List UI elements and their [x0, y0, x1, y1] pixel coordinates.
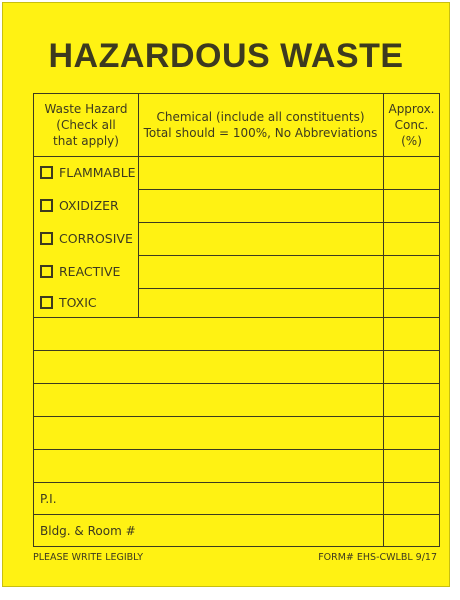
- checkbox-icon[interactable]: [40, 199, 53, 212]
- header-conc: Approx. Conc. (%): [388, 102, 435, 148]
- waste-form-grid: [33, 93, 440, 547]
- checkbox-icon[interactable]: [40, 232, 53, 245]
- footer-note: PLEASE WRITE LEGIBLY: [33, 552, 144, 563]
- pi-field-label: P.I.: [40, 491, 57, 506]
- checkbox-icon[interactable]: [40, 296, 53, 309]
- col-divider-conc: [383, 94, 384, 546]
- row-line: [34, 416, 439, 417]
- form-number: FORM# EHS-CWLBL 9/17: [318, 552, 437, 563]
- waste-label: [2, 2, 450, 587]
- row-line: [138, 222, 439, 223]
- row-line: [138, 288, 439, 289]
- label-title: HAZARDOUS WASTE: [48, 37, 404, 75]
- row-line: [34, 383, 439, 384]
- room-field-label: Bldg. & Room #: [40, 523, 136, 538]
- hazard-flammable[interactable]: FLAMMABLE: [40, 156, 136, 189]
- hazard-toxic[interactable]: TOXIC: [40, 286, 97, 319]
- row-line: [34, 350, 439, 351]
- header-waste-hazard: Waste Hazard (Check all that apply): [44, 102, 128, 148]
- checkbox-icon[interactable]: [40, 265, 53, 278]
- row-line: [34, 482, 439, 483]
- header-chemical: Chemical (include all constituents) Total should = 100%, No Abbreviations: [143, 110, 378, 140]
- hazard-oxidizer[interactable]: OXIDIZER: [40, 189, 119, 222]
- hazard-corrosive[interactable]: CORROSIVE: [40, 222, 133, 255]
- hazard-reactive[interactable]: REACTIVE: [40, 255, 120, 288]
- row-line: [138, 189, 439, 190]
- row-line: [34, 449, 439, 450]
- row-line: [138, 255, 439, 256]
- checkbox-icon[interactable]: [40, 166, 53, 179]
